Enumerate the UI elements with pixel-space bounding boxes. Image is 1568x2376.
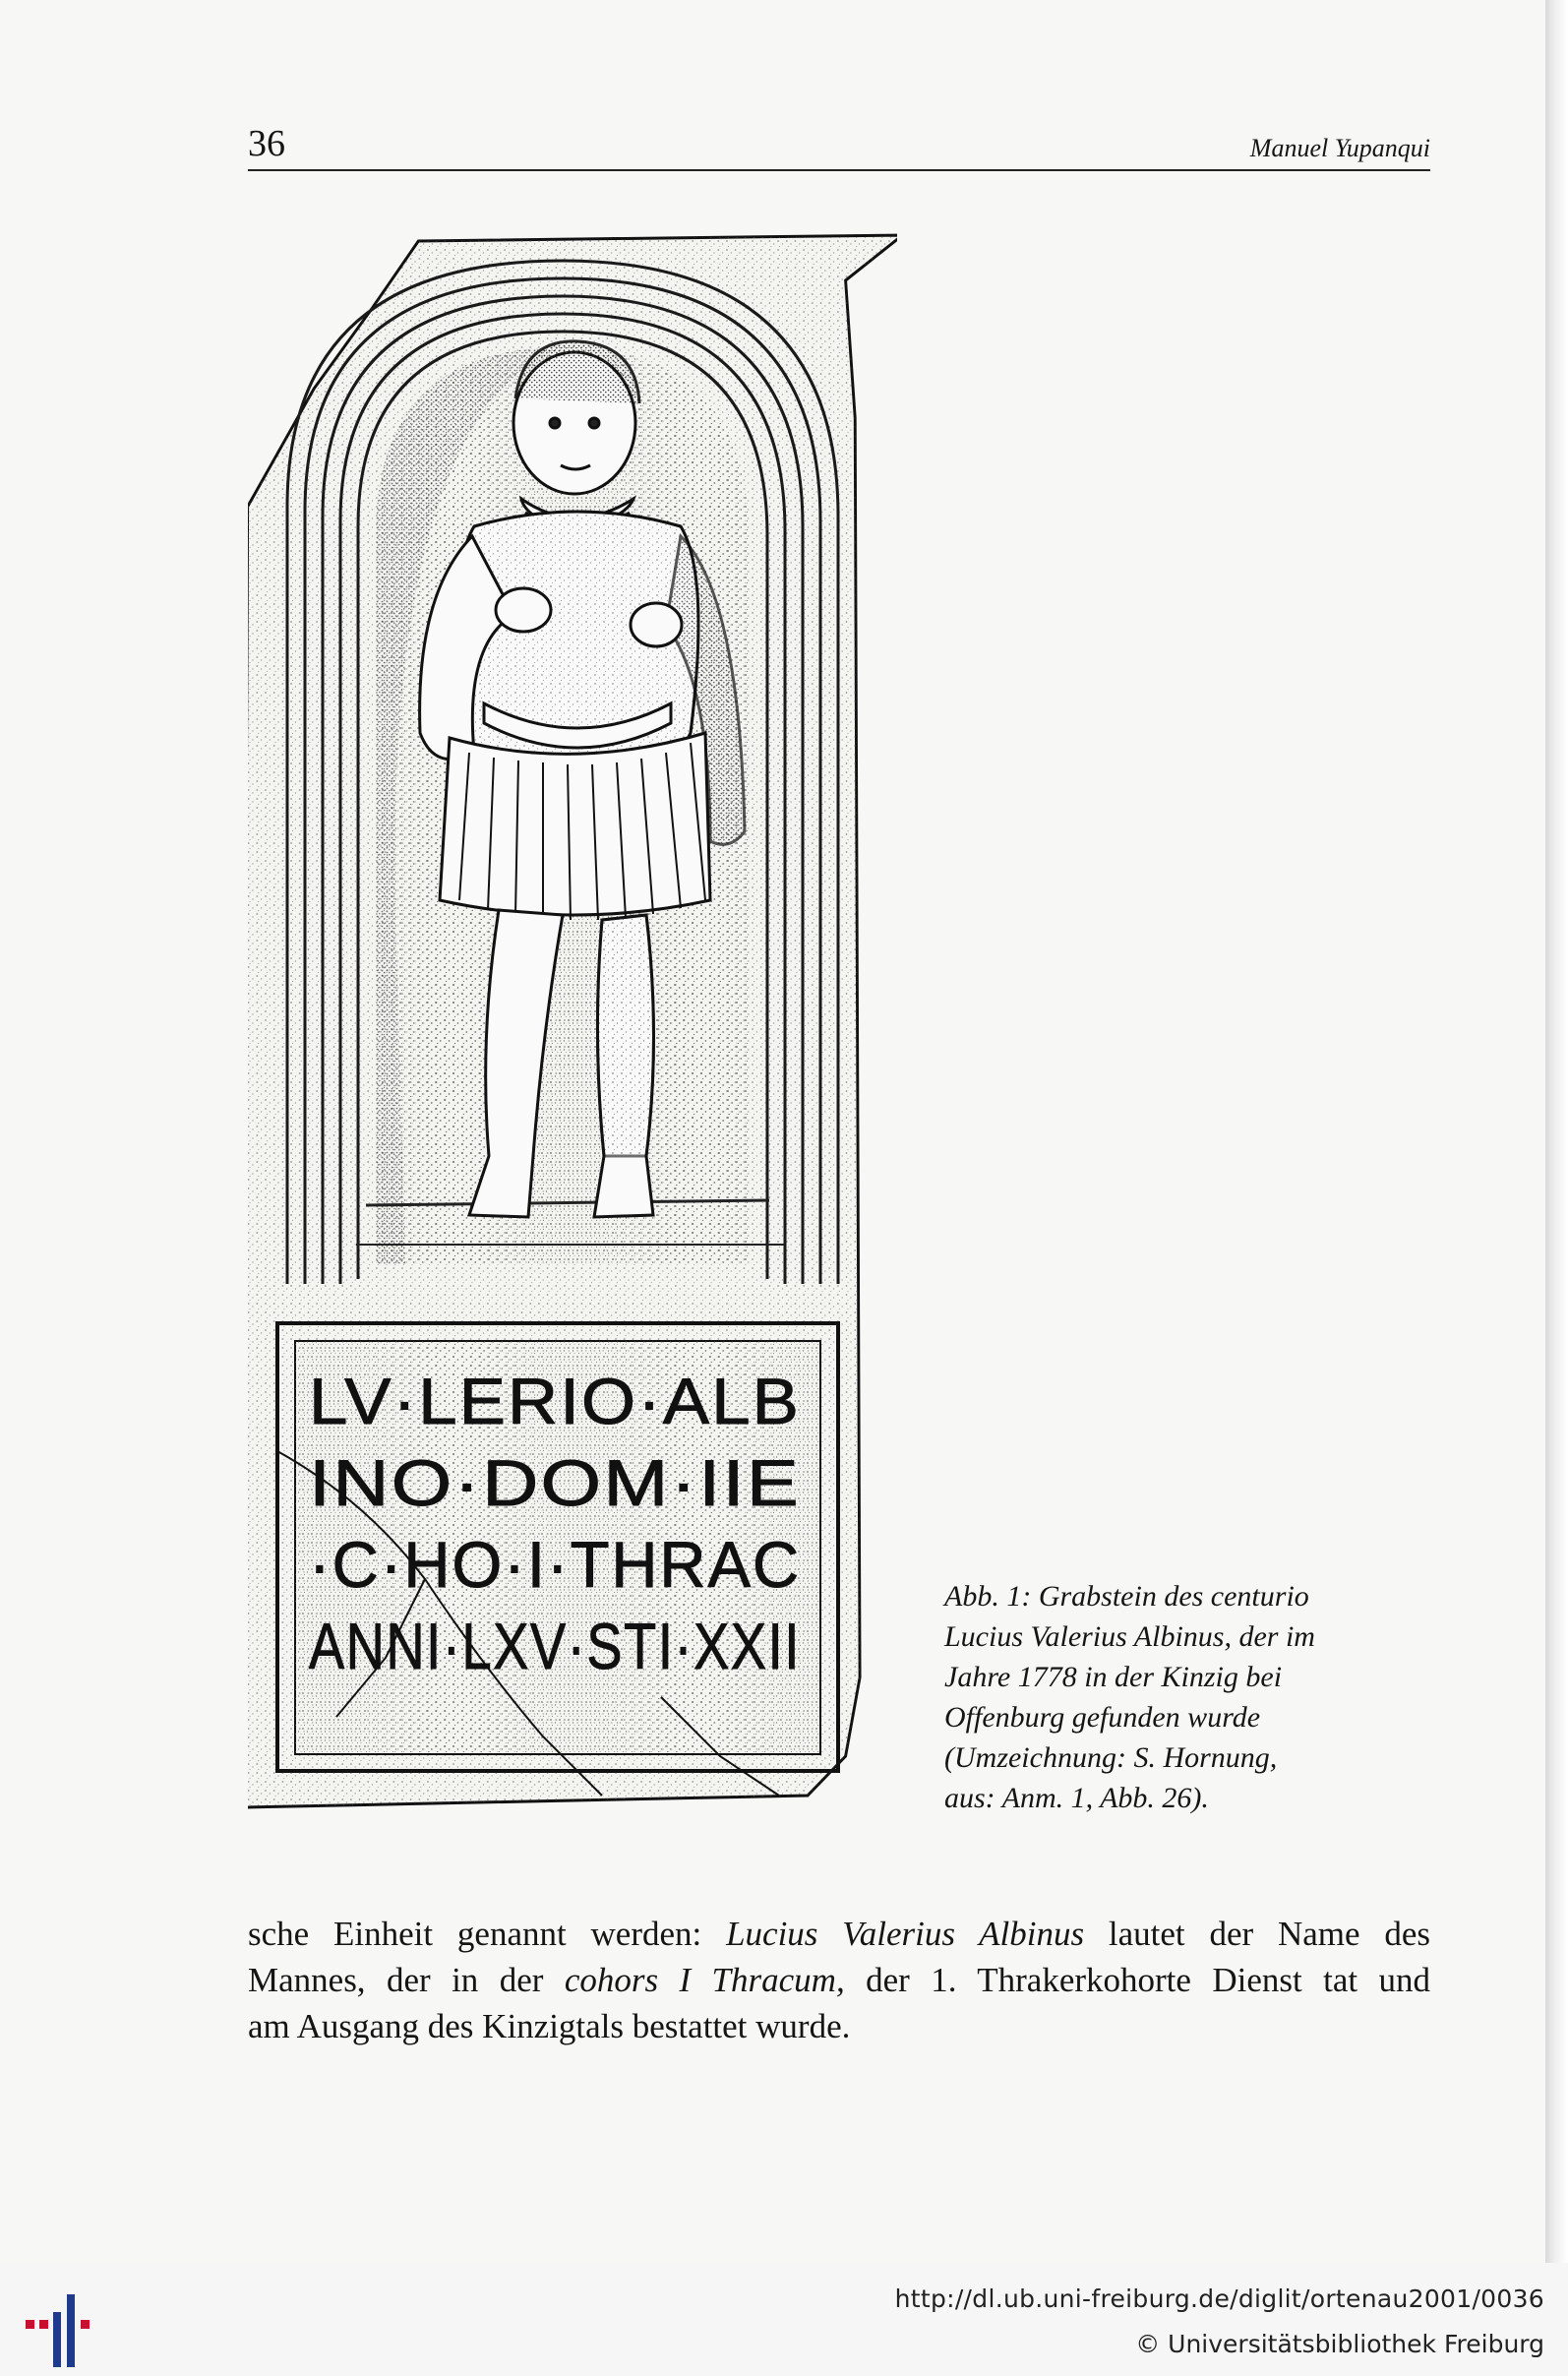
body-text-run: lautet der Name des: [1084, 1915, 1431, 1953]
page-edge-shadow: [1545, 0, 1568, 2263]
page-number: 36: [248, 123, 285, 164]
tombstone-illustration: [248, 221, 897, 1817]
running-head-author: Manuel Yupanqui: [1249, 134, 1430, 162]
body-text-italic: cohors I Thracum,: [564, 1961, 845, 1999]
body-line: am Ausgang des Kinzigtals bestattet wurde.: [248, 2007, 851, 2045]
body-line: [248, 1911, 1430, 1957]
inscription-line-1: LV·LERIO·ALB: [309, 1365, 801, 1437]
inscription-line-3: ·C·HO·I·THRAC: [309, 1528, 801, 1601]
body-text-run: der 1. Thrakerkohorte Dienst tat und: [844, 1961, 1431, 1999]
body-text-italic: Lucius Valerius Albinus: [726, 1915, 1085, 1953]
ub-freiburg-logo-icon: [20, 2277, 98, 2367]
caption-line: Jahre 1778 in der Kinzig bei: [944, 1661, 1283, 1693]
copyright-notice: © Universitätsbibliothek Freiburg: [1135, 2330, 1544, 2358]
caption-line: Offenburg gefunden wurde: [944, 1701, 1261, 1734]
inscription-line-4: ANNI·LXV·STI·XXII: [309, 1610, 801, 1682]
body-line: [248, 1957, 1430, 2003]
running-head: [248, 120, 1430, 171]
source-url-link[interactable]: http://dl.ub.uni-freiburg.de/diglit/ortenau2001/0036: [894, 2285, 1544, 2313]
tombstone-drawing: [248, 221, 897, 1817]
caption-line: (Umzeichnung: S. Hornung,: [944, 1741, 1278, 1774]
caption-line: aus: Anm. 1, Abb. 26).: [944, 1782, 1209, 1814]
body-text-run: sche Einheit genannt werden:: [248, 1915, 727, 1953]
caption-line: Lucius Valerius Albinus, der im: [944, 1620, 1315, 1653]
inscription-line-2: INO·DOM·IIE: [309, 1446, 801, 1519]
body-paragraph: [248, 1911, 1430, 2049]
body-text-run: Mannes, der in der: [248, 1961, 565, 1999]
caption-line: Abb. 1: Grabstein des centurio: [944, 1580, 1309, 1613]
library-footer: [0, 2263, 1568, 2376]
figure-caption: [944, 1576, 1407, 1818]
